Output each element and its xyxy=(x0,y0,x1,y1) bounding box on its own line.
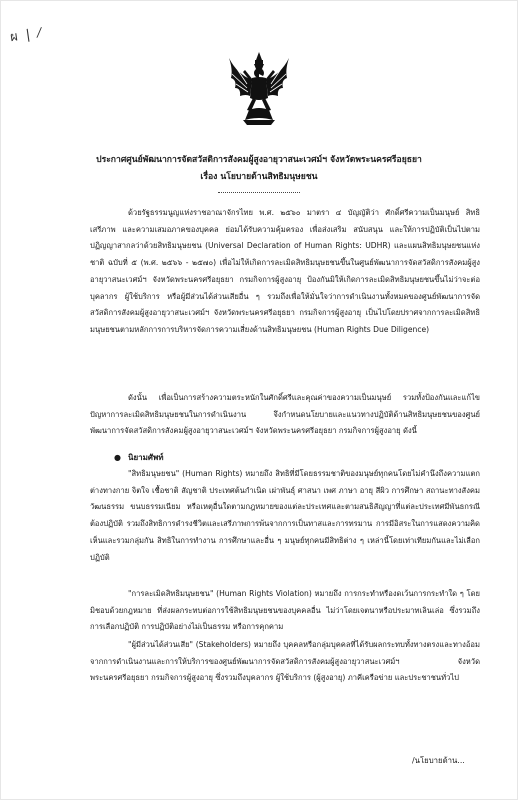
garuda-emblem-icon xyxy=(227,50,291,126)
definition-human-rights-violation xyxy=(90,586,480,636)
definition-human-rights-text: "สิทธิมนุษยชน" (Human Rights) หมายถึง สิทธิที่มีโดยธรรมชาติของมนุษย์ทุกคนโดยไม่คำนึงถึงความแตกต่างทางกาย จิตใจ เชื้อชาติ สัญชาติ ประเทศต้นกำเนิด เผ่าพันธุ์ ศาสนา เพศ ภาษา อายุ สีผิว การศึกษา สถานะทางสังคม วัฒนธรรม ขนบธรรมเนียม หรือเหตุอื่นใดตามกฎหมายของแต่ละประเทศและตามสนธิสัญญาที่แต่ละประเทศมีพันธกรณีต้องปฏิบัติ รวมถึงสิทธิการดำรงชีวิตและเสรีภาพการพ้นจากการเป็นทาสและการทรมาน การมีอิสระในการแสดงความคิดเห็นและรวมกลุ่มกัน สิทธิในการทำงาน การศึกษาและอื่น ๆ มนุษย์ทุกคนมีสิทธิต่าง ๆ เหล่านี้โดยเท่าเทียมกันและไม่เลือกปฏิบัติ xyxy=(90,469,480,562)
paragraph-intro xyxy=(90,205,480,339)
definition-stakeholders xyxy=(90,637,480,687)
title-divider xyxy=(218,192,300,193)
document-subject: เรื่อง นโยบายด้านสิทธิมนุษยชน xyxy=(200,172,318,182)
section-heading-text: นิยามศัพท์ xyxy=(128,453,164,462)
paragraph-purpose xyxy=(90,390,480,440)
paragraph-intro-text: ด้วยรัฐธรรมนูญแห่งราชอาณาจักรไทย พ.ศ. ๒๕๖๐ มาตรา ๔ บัญญัติว่า ศักดิ์ศรีความเป็นมนุษย์ สิทธิ เสรีภาพ และความเสมอภาคของบุคคล ย่อมได้รับความคุ้มครอง เพื่อส่งเสริม สนับสนุน และให้การปฏิบัติเป็นไปตามปฏิญญาสากลว่าด้วยสิทธิมนุษยชน (Universal Declaration of Human Rights: UDHR) และแผนสิทธิมนุษยชนแห่งชาติ ฉบับที่ ๕ (พ.ศ. ๒๕๖๖ - ๒๕๗๐) เพื่อไม่ให้เกิดการละเมิดสิทธิมนุษยชนขึ้นในศูนย์พัฒนาการจัดสวัสดิการสังคมผู้สูงอายุวาสนะเวศม์ฯ จังหวัดพระนครศรีอยุธยา กรมกิจการผู้สูงอายุ ป้องกันมิให้เกิดการละเมิดสิทธิมนุษยชนขึ้นไม่ว่าจะต่อบุคลากร ผู้ใช้บริการ หรือผู้มีส่วนได้ส่วนเสียอื่น ๆ รวมถึงเพื่อให้มั่นใจว่าการดำเนินงานทั้งหมดของศูนย์พัฒนาการจัดสวัสดิการสังคมผู้สูงอายุวาสนะเวศม์ฯ จังหวัดพระนครศรีอยุธยา กรมกิจการผู้สูงอายุ เป็นไปโดยปราศจากการละเมิดสิทธิมนุษยชนตามหลักการการบริหารจัดการความเสี่ยงด้านสิทธิมนุษยชน (Human Rights Due Diligence) xyxy=(90,208,480,334)
bullet-icon: ● xyxy=(114,453,121,462)
definition-human-rights xyxy=(90,466,480,566)
paragraph-purpose-text: ดังนั้น เพื่อเป็นการสร้างความตระหนักในศักดิ์ศรีและคุณค่าของความเป็นมนุษย์ รวมทั้งป้องกันและแก้ไขปัญหาการละเมิดสิทธิมนุษยชนในการดำเนินงาน จึงกำหนดนโยบายและแนวทางปฏิบัติด้านสิทธิมนุษยชนของศูนย์พัฒนาการจัดสวัสดิการสังคมผู้สูงอายุวาสนะเวศม์ฯ จังหวัดพระนครศรีอยุธยา กรมกิจการผู้สูงอายุ ดังนี้ xyxy=(90,393,480,436)
continuation-note: /นโยบายด้าน... xyxy=(412,756,465,765)
page-mark: ผ | ⁄ xyxy=(9,25,44,46)
definition-stakeholders-text: "ผู้มีส่วนได้ส่วนเสีย" (Stakeholders) หมายถึง บุคคลหรือกลุ่มบุคคลที่ได้รับผลกระทบทั้งทางตรงและทางอ้อมจากการดำเนินงานและการให้บริการของศูนย์พัฒนาการจัดสวัสดิการสังคมผู้สูงอายุวาสนะเวศม์ฯ จังหวัดพระนครศรีอยุธยา กรมกิจการผู้สูงอายุ ซึ่งรวมถึงบุคลากร ผู้ใช้บริการ (ผู้สูงอายุ) ภาคีเครือข่าย และประชาชนทั่วไป xyxy=(90,640,480,683)
section-heading-definitions xyxy=(114,451,164,465)
definition-violation-text: "การละเมิดสิทธิมนุษยชน" (Human Rights Violation) หมายถึง การกระทำหรืองดเว้นการกระทำใด ๆ โดยมิชอบด้วยกฎหมาย ที่ส่งผลกระทบต่อการใช้สิทธิมนุษยชนของบุคคลอื่น ไม่ว่าโดยเจตนาหรือประมาทเลินเล่อ ซึ่งรวมถึงการเลือกปฏิบัติ การปฏิบัติอย่างไม่เป็นธรรม หรือการคุกคาม xyxy=(90,589,480,632)
document-title: ประกาศศูนย์พัฒนาการจัดสวัสดิการสังคมผู้สูงอายุวาสนะเวศม์ฯ จังหวัดพระนครศรีอยุธยา xyxy=(96,155,422,165)
